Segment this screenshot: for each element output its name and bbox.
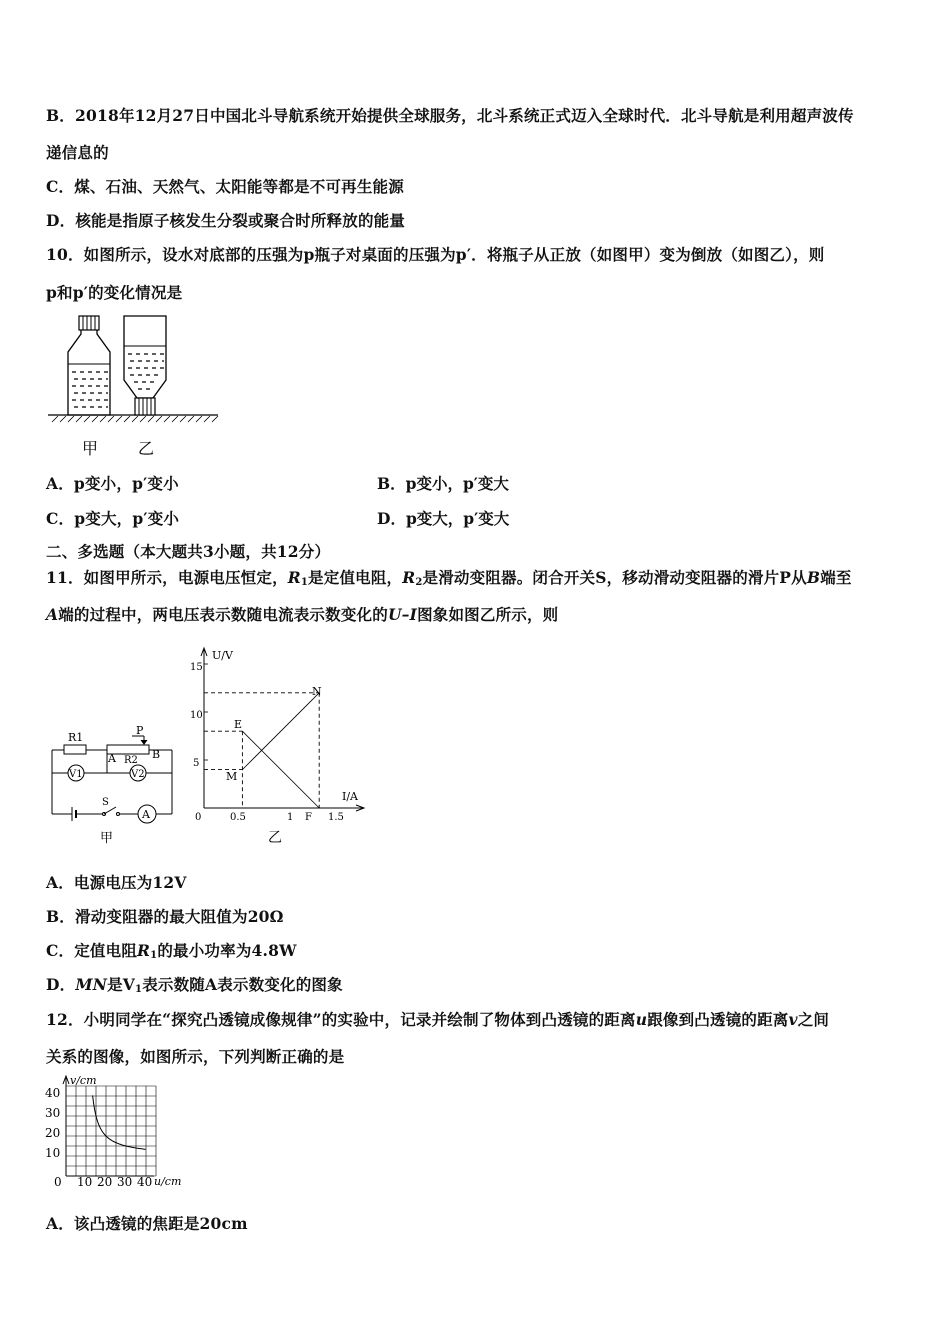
- q11-stem-line1: 11．如图甲所示，电源电压恒定，$R_1$是定值电阻，$R_2$是滑动变阻器。闭合开关S，移动滑动变阻器的滑片P从B端至: [46, 568, 852, 588]
- q9-option-b-line2: 递信息的: [46, 143, 109, 162]
- ui-series-ef: [242, 731, 319, 808]
- ui-series-mn: [242, 693, 319, 770]
- bottle-upright: [68, 316, 110, 415]
- ui-ytick-15: 15: [190, 662, 203, 673]
- ui-xtick-0.5: 0.5: [230, 812, 246, 823]
- label-v1: V1: [69, 769, 83, 780]
- label-circuit-caption: 甲: [100, 831, 114, 846]
- bottle-inverted: [124, 316, 166, 415]
- ui-xtick-0: 0: [195, 812, 202, 823]
- ui-point-e: E: [234, 718, 243, 731]
- q10-stem-line2: p和p′的变化情况是: [46, 283, 183, 302]
- uv-xtick-0: 0: [54, 1175, 62, 1189]
- q12-stem-line2: 关系的图像，如图所示，下列判断正确的是: [46, 1047, 345, 1066]
- q10-option-d: D．p变大，p′变大: [377, 509, 510, 528]
- uv-ytick-10: 10: [45, 1146, 61, 1160]
- ui-xtick-1.5: 1.5: [328, 812, 344, 823]
- uv-graph: [44, 1072, 204, 1196]
- uv-ytick-30: 30: [45, 1106, 61, 1120]
- ui-point-n: N: [312, 685, 322, 698]
- q9-option-d: D．核能是指原子核发生分裂或聚合时所释放的能量: [46, 211, 406, 230]
- uv-curve: [93, 1095, 146, 1149]
- q11-option-c: C．定值电阻$R_1$的最小功率为4.8W: [46, 941, 297, 961]
- uv-xtick-30: 30: [117, 1175, 133, 1189]
- ui-point-f: F: [305, 812, 312, 823]
- label-p: P: [136, 724, 144, 737]
- label-a: A: [108, 752, 116, 765]
- q9-option-b-line1: B．2018年12月27日中国北斗导航系统开始提供全球服务，北斗系统正式迈入全球时代．北斗导航是利用超声波传: [46, 106, 854, 125]
- uv-ylabel: v/cm: [70, 1074, 97, 1087]
- bottle-figure: [44, 312, 224, 462]
- q9-option-c: C．煤、石油、天然气、太阳能等都是不可再生能源: [46, 177, 404, 196]
- q10-option-a: A．p变小，p′变小: [46, 474, 179, 493]
- section-heading: 二、多选题（本大题共3小题，共12分）: [46, 542, 331, 561]
- q11-option-a: A．电源电压为12V: [46, 873, 187, 892]
- uv-ytick-20: 20: [45, 1126, 61, 1140]
- q10-option-c: C．p变大，p′变小: [46, 509, 180, 528]
- ui-point-m: M: [226, 770, 238, 783]
- label-r2: R2: [124, 755, 138, 766]
- uv-xlabel: u/cm: [154, 1175, 182, 1188]
- q10-option-b: B．p变小，p′变大: [377, 474, 509, 493]
- q11-option-b: B．滑动变阻器的最大阻值为20Ω: [46, 907, 284, 926]
- ui-ylabel: U/V: [212, 649, 233, 662]
- ui-caption: 乙: [268, 830, 282, 846]
- q12-stem-line1: 12．小明同学在“探究凸透镜成像规律”的实验中，记录并绘制了物体到凸透镜的距离u跟像到凸透镜的距离v之间: [46, 1010, 830, 1029]
- ui-ytick-10: 10: [190, 710, 203, 721]
- q11-stem-line2: A端的过程中，两电压表示数随电流表示数变化的U–I图象如图乙所示，则: [46, 605, 559, 624]
- ui-graph: [188, 640, 378, 850]
- ui-xtick-1: 1: [287, 812, 294, 823]
- q12-option-a: A．该凸透镜的焦距是20cm: [46, 1214, 248, 1233]
- q10-stem-line1: 10．如图所示，设水对底部的压强为p瓶子对桌面的压强为p′．将瓶子从正放（如图甲）变为倒放（如图乙），则: [46, 245, 825, 264]
- label-v2: V2: [131, 769, 145, 780]
- uv-ytick-40: 40: [45, 1086, 61, 1100]
- resistor-r1: [64, 745, 86, 754]
- label-jia: 甲: [82, 439, 99, 458]
- q11-option-d: D．MN是$V_1$表示数随A表示数变化的图象: [46, 975, 343, 995]
- circuit-diagram: [44, 722, 184, 852]
- label-s: S: [102, 797, 109, 808]
- label-r1: R1: [68, 731, 84, 744]
- uv-xtick-20: 20: [97, 1175, 113, 1189]
- label-b: B: [152, 748, 161, 761]
- uv-xtick-10: 10: [77, 1175, 93, 1189]
- uv-xtick-40: 40: [137, 1175, 153, 1189]
- label-ammeter: A: [142, 808, 150, 821]
- label-yi: 乙: [138, 439, 155, 458]
- ui-ytick-5: 5: [193, 758, 200, 769]
- ui-xlabel: I/A: [342, 790, 358, 803]
